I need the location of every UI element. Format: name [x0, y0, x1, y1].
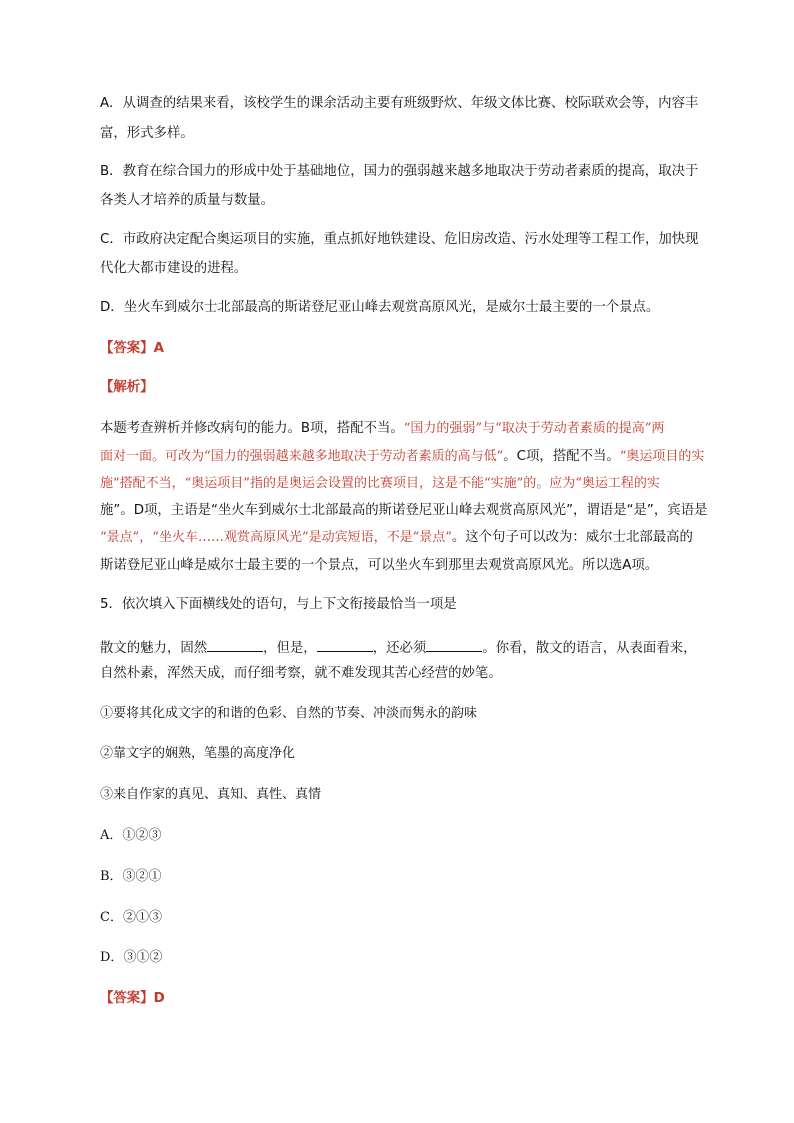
analysis-l2-red: 面对一面。可改为“国力的强弱越来越多地取决于劳动者素质的高与低” — [100, 449, 504, 464]
analysis-l1-red: “国力的强弱”与“取决于劳动者素质的提高”两 — [403, 421, 665, 436]
option-a-line1: A．从调查的结果来看，该校学生的课余活动主要有班级野炊、年级文体比赛、校际联欢会等，内容丰 — [100, 96, 699, 111]
question-5-stem: 5．依次填入下面横线处的语句，与上下文衔接最恰当一项是 — [100, 597, 457, 612]
analysis-tag-text: 【解析】 — [100, 380, 154, 395]
analysis-l2-red2: “奥运项目的实 — [619, 449, 705, 464]
blank-2[interactable] — [317, 637, 373, 652]
blank-3[interactable] — [426, 637, 482, 652]
q5-p1-b: ，但是， — [263, 641, 317, 656]
q5-p1-a: 散文的魅力，固然 — [100, 641, 208, 656]
analysis-l5-text: 。这个句子可以改为：威尔士北部最高的 — [451, 530, 693, 545]
answer-2-value: D — [153, 991, 165, 1006]
analysis-line5 — [100, 529, 693, 547]
question-5-paragraph-line2: 自然朴素，浑然天成，而仔细考察，就不难发现其苦心经营的妙笔。 — [100, 666, 502, 681]
question-5-paragraph-line1 — [100, 637, 697, 658]
answer-2-tag: 【答案】 — [100, 991, 154, 1006]
analysis-line4 — [100, 502, 707, 520]
option-5a: A．①②③ — [100, 828, 162, 843]
option-b-line1: B．教育在综合国力的形成中处于基础地位，国力的强弱越来越多地取决于劳动者素质的提高，取决于 — [100, 164, 699, 179]
analysis-line3 — [100, 475, 660, 493]
analysis-line1 — [100, 420, 664, 438]
option-c-line1: C．市政府决定配合奥运项目的实施，重点抓好地铁建设、危旧房改造、污水处理等工程工作，加快现 — [100, 232, 699, 247]
option-d-line1: D．坐火车到威尔士北部最高的斯诺登尼亚山峰去观赏高原风光，是威尔士最主要的一个景点。 — [100, 300, 660, 315]
answer-1 — [100, 340, 164, 358]
option-5c: C．②①③ — [100, 910, 162, 925]
sentence-2: ②靠文字的娴熟，笔墨的高度净化 — [100, 746, 296, 761]
analysis-line2 — [100, 448, 704, 466]
analysis-tag — [100, 379, 154, 397]
option-5b: B．③②① — [100, 869, 162, 884]
answer-2 — [100, 990, 165, 1008]
analysis-l6-text: 斯诺登尼亚山峰是威尔士最主要的一个景点，可以坐火车到那里去观赏高原风光。所以选A项。 — [100, 558, 659, 573]
analysis-l2-text: 。C项，搭配不当。 — [503, 449, 620, 464]
q5-p1-d: 。你看，散文的语言，从表面看来， — [482, 641, 697, 656]
sentence-1: ①要将其化成文字的和谐的色彩、自然的节奏、冲淡而隽永的韵味 — [100, 706, 478, 721]
option-a-line2: 富，形式多样。 — [100, 126, 194, 141]
analysis-l3-red: 施”搭配不当，“奥运项目”指的是奥运会设置的比赛项目，这是不能“实施”的。应为“奥运工程的实 — [100, 476, 660, 491]
blank-1[interactable] — [207, 637, 263, 652]
option-5d: D．③①② — [100, 950, 163, 965]
analysis-l1-text: 本题考查辨析并修改病句的能力。B项，搭配不当。 — [100, 421, 404, 436]
sentence-3: ③来自作家的真见、真知、真性、真情 — [100, 787, 322, 802]
analysis-l5-red: “景点”，“坐火车……观赏高原风光”是动宾短语，不是“景点” — [100, 530, 452, 545]
q5-p1-c: ，还必须 — [372, 641, 427, 656]
option-c-line2: 代化大都市建设的进程。 — [100, 261, 248, 276]
answer-value: A — [153, 341, 164, 356]
analysis-line6 — [100, 557, 658, 575]
analysis-l4-text: 施”。D项，主语是“坐火车到威尔士北部最高的斯诺登尼亚山峰去观赏高原风光”，谓语是“是”，宾语是 — [100, 503, 708, 518]
option-b-line2: 各类人才培养的质量与数量。 — [100, 193, 275, 208]
answer-tag: 【答案】 — [100, 341, 154, 356]
